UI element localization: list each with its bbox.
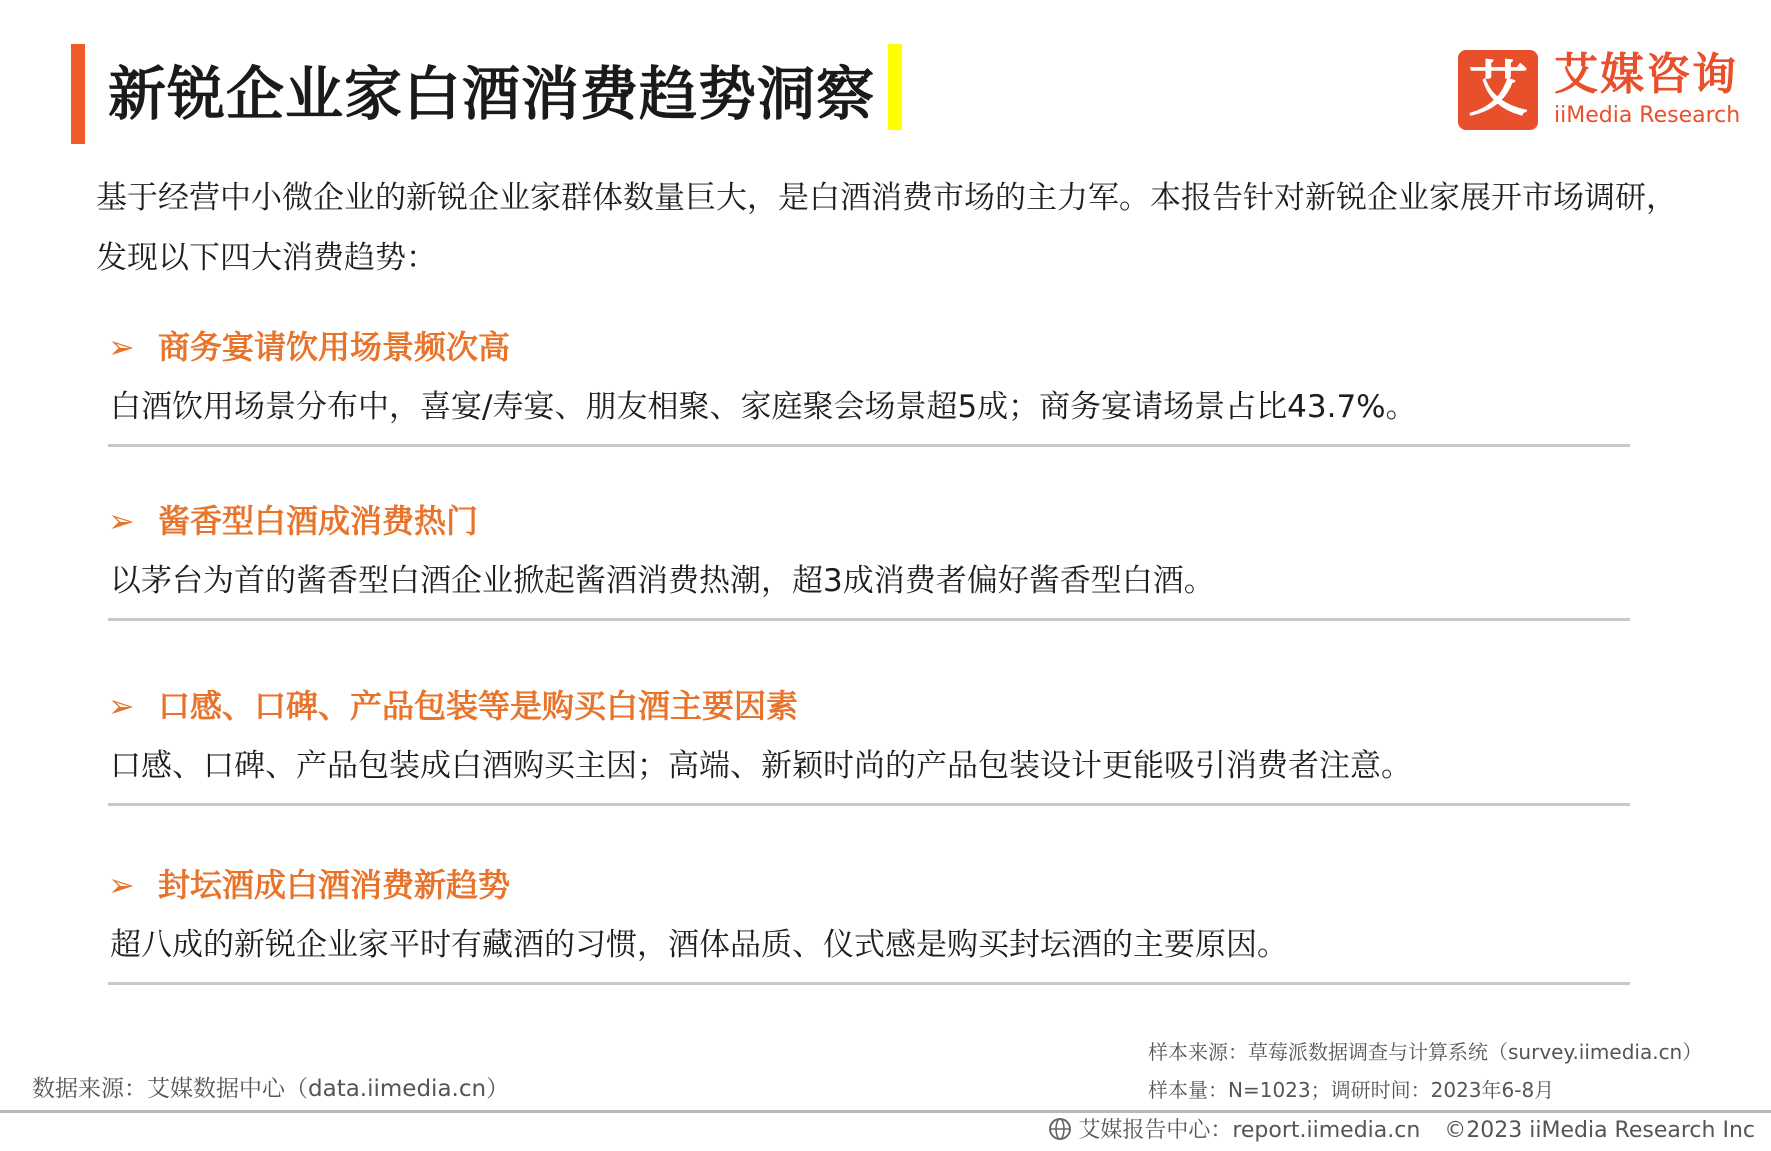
sample-source: 样本来源：草莓派数据调查与计算系统（survey.iimedia.cn） [1148,1040,1703,1064]
sample-size: 样本量：N=1023；调研时间：2023年6-8月 [1148,1078,1555,1102]
copyright: ©2023 iiMedia Research Inc [1444,1118,1755,1143]
divider [108,982,1630,985]
trend-description: 以茅台为首的酱香型白酒企业掀起酱酒消费热潮，超3成消费者偏好酱香型白酒。 [110,563,1215,599]
footer [1048,1116,1755,1146]
arrow-bullet-icon: ➢ [108,866,135,904]
arrow-bullet-icon: ➢ [108,502,135,540]
logo-name-cn: 艾媒咨询 [1554,49,1738,100]
trend-description: 超八成的新锐企业家平时有藏酒的习惯，酒体品质、仪式感是购买封坛酒的主要原因。 [110,927,1288,963]
logo-name-en: iiMedia Research [1554,103,1741,128]
title-accent-bar [71,44,85,144]
globe-icon [1048,1117,1072,1141]
trend-heading-text: 商务宴请饮用场景频次高 [158,328,511,366]
trend-heading [108,324,510,370]
trend-description: 口感、口碑、产品包装成白酒购买主因；高端、新颖时尚的产品包装设计更能吸引消费者注意。 [110,748,1412,784]
report-center-link[interactable]: 艾媒报告中心：report.iimedia.cn [1078,1118,1421,1143]
divider [108,444,1630,447]
trend-heading [108,498,478,544]
logo-mark-icon: 艾 [1458,50,1538,130]
trend-description: 白酒饮用场景分布中，喜宴/寿宴、朋友相聚、家庭聚会场景超5成；商务宴请场景占比43.7%。 [110,389,1417,425]
divider [108,803,1630,806]
trend-heading-text: 酱香型白酒成消费热门 [158,502,479,540]
arrow-bullet-icon: ➢ [108,328,135,366]
text-cursor-highlight [888,44,902,130]
arrow-bullet-icon: ➢ [108,687,135,725]
divider [108,618,1630,621]
data-source: 数据来源：艾媒数据中心（data.iimedia.cn） [32,1076,510,1102]
iimedia-logo [1458,48,1741,132]
page-title: 新锐企业家白酒消费趋势洞察 [108,60,876,128]
trend-heading-text: 口感、口碑、产品包装等是购买白酒主要因素 [158,687,799,725]
trend-heading [108,683,798,729]
trend-heading [108,862,510,908]
trend-heading-text: 封坛酒成白酒消费新趋势 [158,866,511,904]
intro-paragraph: 基于经营中小微企业的新锐企业家群体数量巨大，是白酒消费市场的主力军。本报告针对新锐企业家展开市场调研，发现以下四大消费趋势： [96,180,1677,276]
footer-divider [0,1110,1771,1113]
